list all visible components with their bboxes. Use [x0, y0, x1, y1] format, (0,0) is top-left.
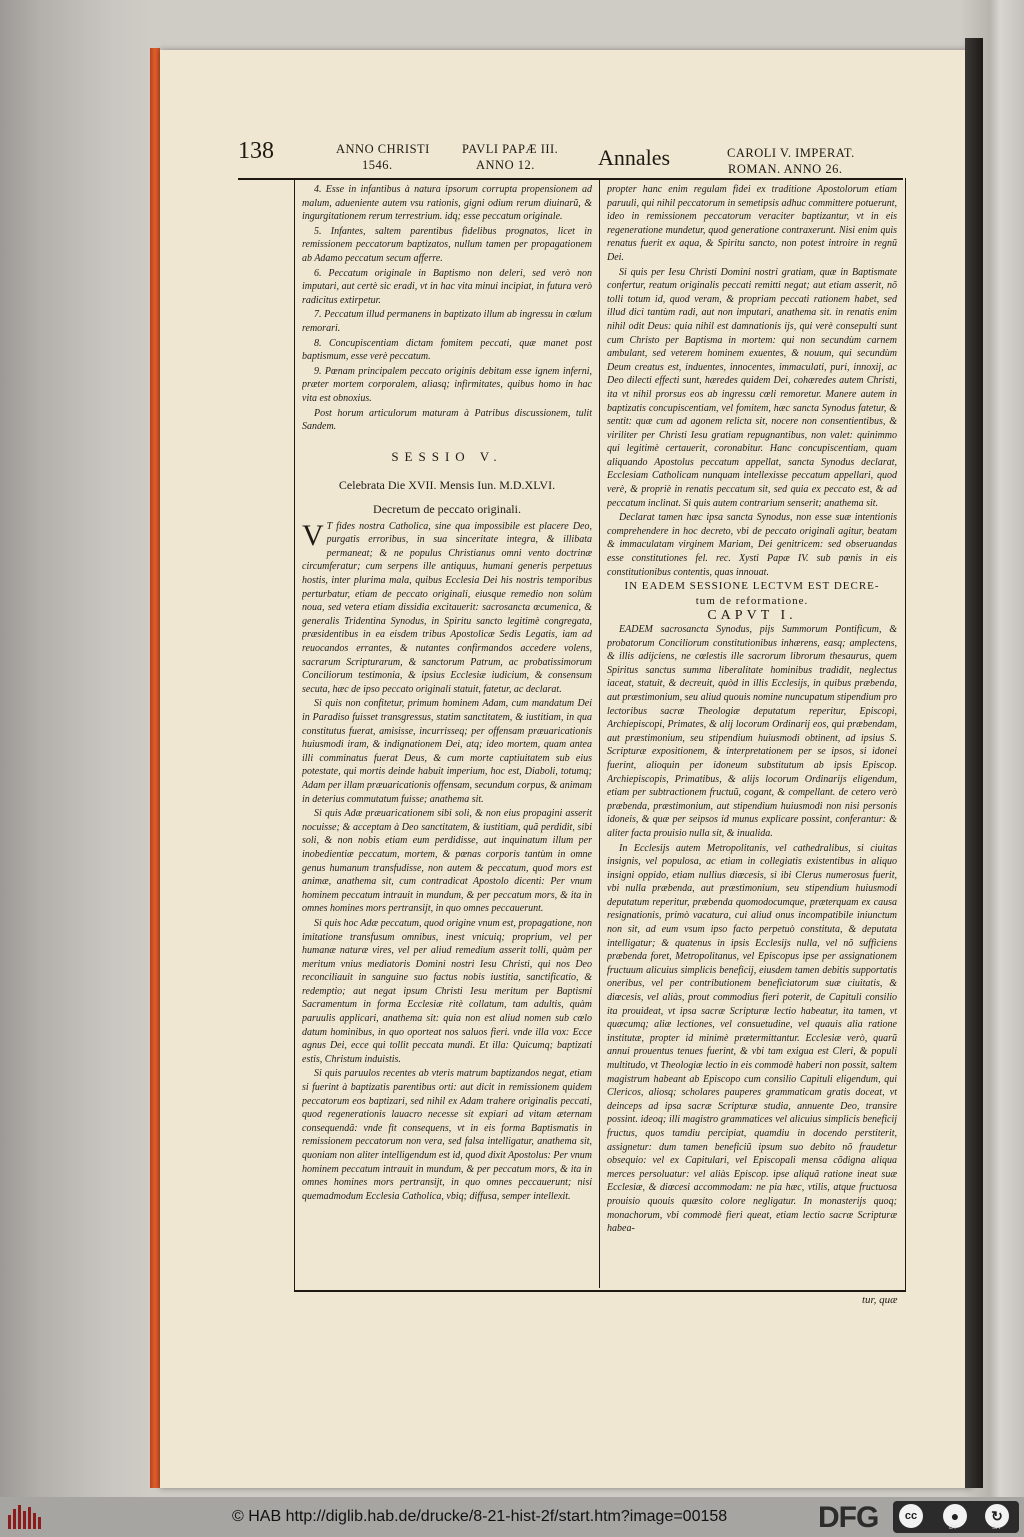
cc-license-badge[interactable] — [893, 1501, 1019, 1533]
decree-paragraph — [302, 520, 592, 697]
canon-2: Si quis Adæ præuaricationem sibi soli, & non eius propagini asserit nocuisse; & acceptam à Deo sanctitatem, & iustitiam, quã perdidit, sibi soli, & non nobis etiam eum perdidisse, aut inquinatum illum per inobedientiæ peccatum, mortem, & pœnas corporis tantùm in omne genus humanum transfudisse, non autem & peccatum, quod mors est animæ, anathema sit, cum contradicat Apostolo dicenti: Per vnum hominem peccatum intrauit in mundum, & per peccatum mors, & ita in omnes homines mors pertransijt, in quo omnes peccauerunt. — [302, 808, 592, 915]
article-7: 7. Peccatum illud permanens in baptizato illum ab ingressu in cœlum remorari. — [302, 309, 592, 334]
hab-logo-icon — [8, 1505, 42, 1529]
right-column — [607, 183, 897, 1283]
header-caroli-year: ROMAN. ANNO 26. — [728, 162, 843, 176]
canon-3: Si quis hoc Adæ peccatum, quod origine vnum est, propagatione, non imitatione transfusum omnibus, inest vnicuiq; proprium, vel per humanæ naturæ vires, vel per aliud remedium asserit tolli, quàm per meritum vnius mediatoris Domini nostri Iesu Christi, qui nos Deo reconciliauit in sanguine suo factus nobis iustitia, sanctificatio, & redemptio; aut negat ipsum Christi Iesu meritum per Baptismi Sacramentum in forma Ecclesiæ ritè collatum, tam adultis, quàm paruulis applicari, anathema sit: quia non est aliud nomen sub cœlo datum hominibus, in quo oporteat nos saluos fieri. vnde illa vox: Ecce agnus Dei, ecce qui tollit peccata mundi. Et illa: Quicumq; baptizati estis, Christum induistis. — [302, 917, 592, 1065]
header-anno-christi: ANNO CHRISTI — [336, 142, 430, 156]
canon-1: Si quis non confitetur, primum hominem Adam, cum mandatum Dei in Paradiso fuisset transgressus, statim sanctitatem, & iustitiam, in qua constitutus fuerat, amisisse, incurrisseq; per offensam præuaricationis huiusmodi iram, & indignationem Dei, atq; ideo mortem, quam antea illi comminatus fuerat Deus, & cum morte captiuitatem sub eius potestate, qui mortis deinde habuit imperium, hoc est, Diaboli, totumq; Adam per illam præuaricationis offensam, secundum corpus, & animam in deterius commutatum fuisse; anathema sit. — [302, 698, 592, 805]
celebrata-line: Celebrata Die XVII. Mensis Iun. M.D.XLVI. — [338, 477, 556, 492]
decree-text: T fides nostra Catholica, sine qua impossibile est placere Deo, purgatis erroribus, in sua sinceritate integra, & illibata permaneat; & ne populus Christianus omni vento doctrinæ circumferatur; cum serpens ille antiquus, humani generis perpetuus hostis, inter plurima mala, quibus Ecclesia Dei his nostris temporibus perturbatur, etiam de peccato originali, eiusque remedio non solùm noua, sed vetera etiam dissidia excitauerit: sacrosancta œcumenica, & generalis Tridentina Synodus, in Spiritu sancto legitimè congregata, præsidentibus in ea eisdem tribus Apostolicæ Sedis Legatis, iam ad reuocandos errantes, & nutantes confirmandos accedere volens, sacrarum Scripturarum, & sanctorum Patrum, ac probatissimorum Conciliorum testimonia, & ipsius Ecclesiæ iudicium, & consensum secuta, hæc de ipso peccato originali statuit, fatetur, ac declarat. — [302, 520, 592, 695]
article-9: 9. Pœnam principalem peccato originis debitam esse ignem inferni, præter mortem corporalem, aliasq; infirmitates, quibus homo in hac vita est obnoxius. — [302, 365, 592, 404]
column-separator — [599, 180, 600, 1288]
decretum-title: Decretum de peccato originali. — [373, 501, 521, 516]
cc-icon: cc — [899, 1504, 923, 1528]
catchword: tur, quæ — [862, 1294, 898, 1306]
right-paragraph-1: propter hanc enim regulam fidei ex traditione Apostolorum etiam paruuli, qui nihil peccatorum in semetipsis adhuc committere potuerunt, ideo in remissionem peccatorum veraciter baptizantur, vt in eis regeneratione mundetur, quod generatione contraxerunt. Nisi enim quis renatus fuerit ex aqua, & Spiritu sancto, non potest introire in regnũ Dei. — [607, 184, 897, 263]
caput-paragraph-1: EADEM sacrosancta Synodus, pijs Summorum Pontificum, & probatorum Conciliorum constitutionibus inhærens, easq; amplectens, & illis adijciens, ne cœlestis ille sacrorum librorum thesaurus, quem Spiritus sanctus summa liberalitate hominibus tradidit, neglectus iaceat, statuit, & decreuit, quòd in illis Ecclesijs, in quibus præbenda, aut præstimonium, seu aliud quouis nomine nuncupatum stipendium pro lectoribus sacræ Theologiæ deputatum reperitur, Episcopi, Archiepiscopi, Primates, & alij locorum Ordinarij eos, qui præbendam, aut præstimonium, seu stipendium huiusmodi obtinent, ad ipsius S. Scripturæ expositionem, & interpretationem per se ipsos, si idonei fuerint, alioquin per idoneum substitutum ab ipsis Episcop. Archiepiscopis, Primatibus, & alijs locorum Ordinarijs eligendum, etiam per subtractionem fructuũ, cogant, & compellant. de cetero verò præbenda, præstimonium, aut stipendium huiusmodi non nisi personis idoneis, & quæ per seipsos id munus explicare possint, conferantur: & aliter facta prouisio nulla sit, & inualida. — [607, 624, 897, 839]
article-5: 5. Infantes, saltem parentibus fidelibus prognatos, licet in remissionem peccatorum baptizatos, nullum tamen per propagationem ab Adamo peccatum secum afferre. — [302, 225, 592, 264]
dfg-logo: DFG — [818, 1501, 879, 1534]
header-pauli: PAVLI PAPÆ III. — [462, 142, 559, 156]
reform-heading-2: tum de reformatione. — [695, 594, 809, 607]
by-label: BY — [949, 1525, 958, 1531]
copyright-link[interactable]: © HAB http://diglib.hab.de/drucke/8-21-hist-2f/start.htm?image=00158 — [232, 1508, 728, 1525]
article-4: 4. Esse in infantibus à natura ipsorum corrupta propensionem ad malum, adueniente autem vsu rationis, gigni odium rerum diuinarũ, & ingurgitationem rerum terrestrium. idq; esse peccatum originale. — [302, 184, 592, 223]
header-pauli-year: ANNO 12. — [476, 158, 535, 172]
sessio-heading: SESSIO V. — [391, 448, 503, 464]
article-6: 6. Peccatum originale in Baptismo non deleri, sed verò non imputari, aut certè sic eradi, vt in hac vita minui incipiat, in futura verò radicitus extirpetur. — [302, 267, 592, 306]
viewer-footer — [0, 1497, 1024, 1537]
sa-label: SA — [992, 1525, 1001, 1531]
right-paragraph-2: Si quis per Iesu Christi Domini nostri gratiam, quæ in Baptismate confertur, reatum originalis peccati remitti negat; aut etiam asserit, nõ tolli totum id, quod veram, & propriam peccati rationem habet, sed illud dici tantùm radi, aut non imputari, anathema sit. in renatis enim nihil odit Deus: quia nihil est damnationis ijs, qui verè consepulti sunt cum Christo per Baptisma in mortem: qui non secundùm carnem ambulant, sed veterem hominem exuentes, & nouum, qui secundùm Deum creatus est, induentes, innocentes, immaculati, puri, innoxij, ac Deo dilecti effecti sunt, hæredes quidem Dei, cohæredes autem Christi, ita vt nihil prorsus eos ab ingressu cœli remoretur. Manere autem in baptizatis concupiscentiam, vel fomitem, hæc sancta Synodus fatetur, & sentit: quæ cum ad agonem relicta sit, nocere non consentientibus, & viriliter per Christi Iesu gratiam repugnantibus, non valet: quinimmo qui legitimè certauerit, coronabitur. Hanc concupiscentiam, quam aliquando Apostolus peccatum appellat, sancta Synodus declarat, Ecclesiam Catholicam nunquam intellexisse peccatum appellari, quod verè, & propriè in renatis peccatum sit, sed quia ex peccato est, & ad peccatum inclinat. Si quis autem contrarium senserit; anathema sit. — [607, 266, 897, 509]
by-person-icon: ● — [943, 1504, 967, 1528]
drop-capital: V — [302, 518, 324, 552]
post-articles: Post horum articulorum maturam à Patribus discussionem, tulit Sandem. — [302, 407, 592, 433]
scanner-frame — [965, 38, 983, 1488]
caput-paragraph-2: In Ecclesijs autem Metropolitanis, vel cathedralibus, si ciuitas insignis, vel populosa, ac etiam in collegiatis existentibus in aliquo insigni oppido, etiam nullius diœcesis, si ibi Clerus numerosus fuerit, vbi nulla præbenda, aut præstimonium, seu stipendium huiusmodi deputatum reperitur, præbenda quomodocumque, præterquam ex causa resignationis, primò vacatura, cui aliud onus incompatibile iniunctum non sit, ad eum vsum ipso facto perpetuò constituta, & deputata intelligatur; & quatenus in ipsis Ecclesijs nulla, vel nõ sufficiens præbenda foret, Metropolitanus, vel Episcopus ipse per assignationem fructuum alicuius simplicis beneficij, eiusdem tamen debitis supportatis oneribus, vel per contributionem beneficiatorum suæ ciuitatis, & diœcesis, vel aliàs, prout commodius fieri poterit, de Capituli consilio ita prouideat, vt ipsa sacræ Scripturæ lectio habeatur, ita tamen, vt quæcumq; aliæ lectiones, vel consuetudine, vel quauis alia ratione institutæ, propter id minimè prætermittantur. Ecclesiæ verò, quarũ annui prouentus tenues fuerint, & vbi tam exigua est Cleri, & populi multitudo, vt Theologiæ lectio in eis commodè haberi non possit, saltem magistrum habeant ab Episcopo cum consilio Capituli eligendum, qui Clericos, aliosq; scholares pauperes grammaticam gratis doceat, vt deinceps ad ipsa sacræ Scripturæ studia, annuente Deo, transire possint. ideoq; illi magistro grammatices vel alicuius simplicis beneficij fructus, quos tamdiu percipiat, quamdiu in docendo perstiterit, assignetur: dum tamen beneficiũ ipsum suo debito nõ fraudetur obsequio: vel ex Capitulari, vel Episcopali mensa cõdigna aliqua merces persoluatur: vel aliàs Episcop. ipse aliquã ratione ineat suæ Ecclesiæ, & diœcesi accommodam: ne pia hæc, vtilis, atque fructuosa prouisio quouis quæsito colore negligatur. In monasterijs quoq; monachorum, vbi commodè fieri queat, etiam lectio sacræ Scripturæ habea- — [607, 842, 897, 1235]
right-paragraph-3: Declarat tamen hæc ipsa sancta Synodus, non esse suæ intentionis comprehendere in hoc decreto, vbi de peccato originali agitur, beatam & immaculatam virginem Mariam, Dei genitricem: sed obseruandas esse constitutiones fel. rec. Xysti Papæ IV. sub pœnis in eis constitutionibus contentis, quas innouat. — [607, 512, 897, 578]
sa-share-alike-icon: ↻ — [985, 1504, 1009, 1528]
article-8: 8. Concupiscentiam dictam fomitem peccati, quæ manet post baptismum, esse verè peccatum. — [302, 337, 592, 363]
header-anno-christi-year: 1546. — [362, 158, 393, 172]
header-caroli: CAROLI V. IMPERAT. — [727, 146, 855, 160]
folio-number: 138 — [238, 138, 274, 164]
page-edge-red — [150, 48, 160, 1488]
canon-4: Si quis paruulos recentes ab vteris matrum baptizandos negat, etiam si fuerint à baptizatis parentibus orti: aut dicit in remissionem quidem peccatorum eos baptizari, sed nihil ex Adam trahere originalis peccati, quod regenerationis lauacro necesse sit expiari ad vitam æternam consequendã: vnde fit consequens, vt in eis forma Baptismatis in remissionem peccatorum non vera, sed falsa intelligatur, anathema sit, quoniam non aliter intelligendum est id, quod dixit Apostolus: Per vnum hominem peccatum intrauit in mundum, & per peccatum mors, & ita in omnes homines mors pertransijt, in quo omnes peccauerunt; nisi quemadmodum Ecclesia Catholica, vbiq; diffusa, semper intellexit. — [302, 1068, 592, 1202]
reform-heading: IN EADEM SESSIONE LECTVM EST DECRE- — [624, 580, 880, 593]
left-column — [302, 183, 592, 1283]
caput-heading: CAPVT I. — [707, 608, 797, 624]
header-annales: Annales — [598, 145, 671, 170]
